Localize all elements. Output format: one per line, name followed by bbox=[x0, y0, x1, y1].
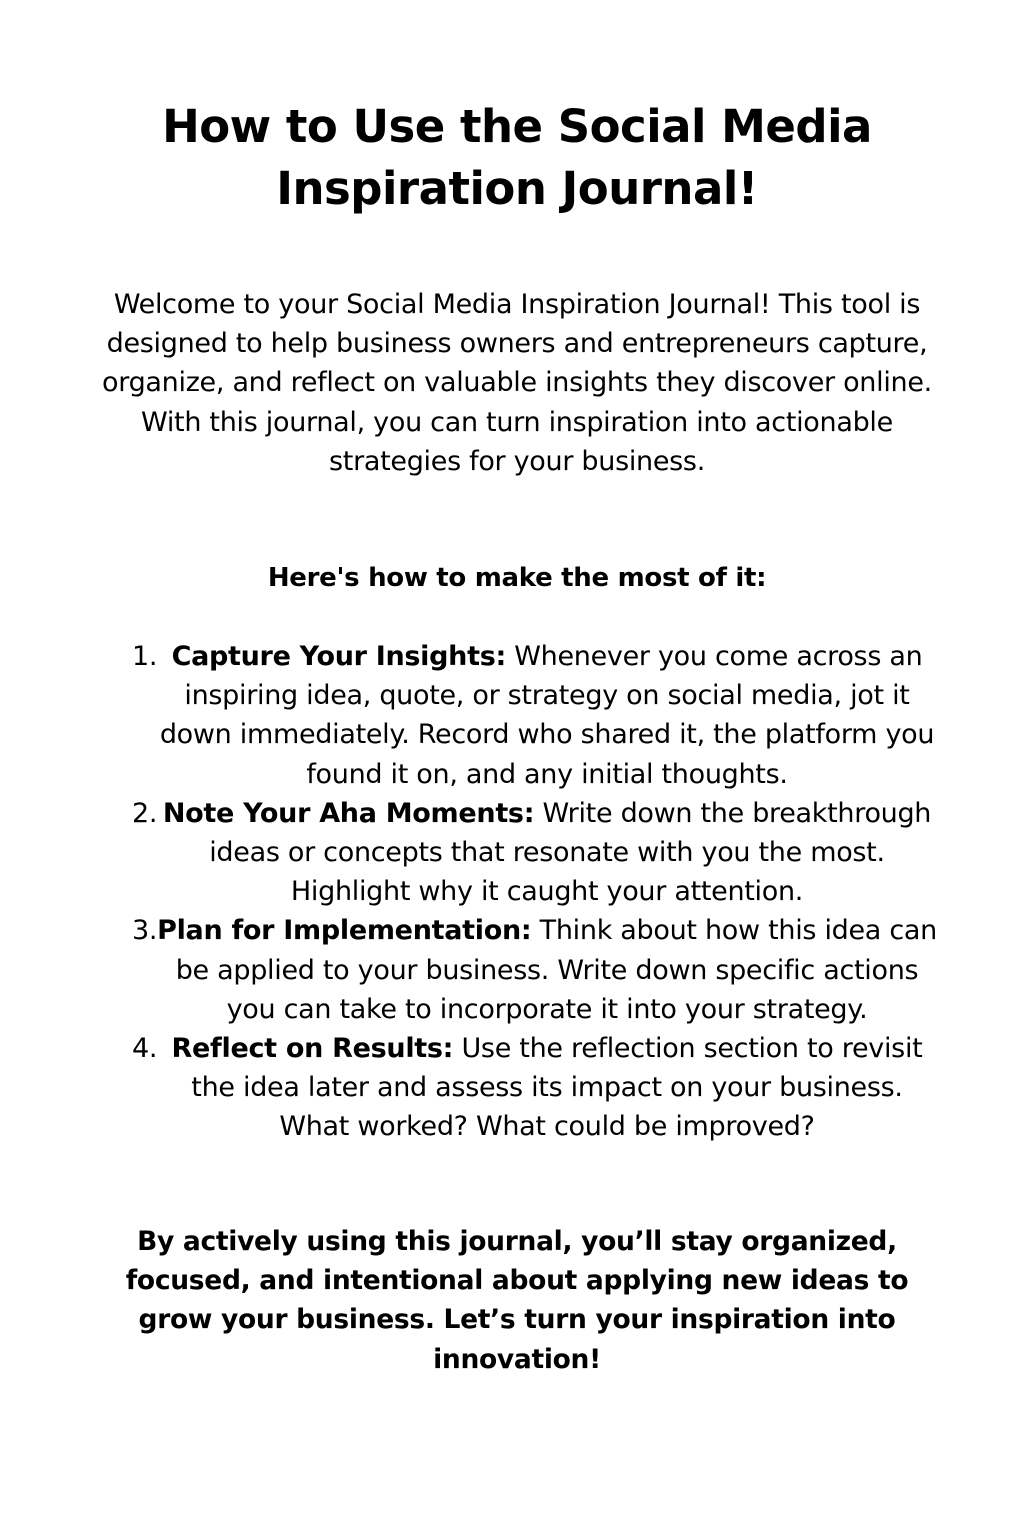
step-number: 4. bbox=[132, 1033, 158, 1065]
step-text: Write down the breakthrough ideas or concepts that resonate with you the most. Highlight why it caught your attention. bbox=[209, 797, 932, 908]
step-item-capture-insights bbox=[96, 637, 938, 794]
step-item-reflect-results bbox=[96, 1029, 938, 1147]
closing-paragraph: By actively using this journal, you’ll stay organized, focused, and intentional about applying new ideas to grow your business. Let’s turn your inspiration into innovation! bbox=[125, 1226, 909, 1375]
step-item-plan-implementation bbox=[96, 911, 938, 1029]
step-title: Capture Your Insights: bbox=[171, 641, 506, 672]
step-text: Use the reflection section to revisit the idea later and assess its impact on your business. What worked? What could be improved? bbox=[191, 1033, 923, 1143]
step-number: 3. bbox=[132, 915, 158, 947]
steps-heading: Here's how to make the most of it: bbox=[267, 563, 767, 593]
step-title: Reflect on Results: bbox=[171, 1033, 454, 1065]
step-title: Note Your Aha Moments: bbox=[162, 797, 535, 829]
step-title: Plan for Implementation: bbox=[157, 915, 532, 947]
step-item-aha-moments bbox=[96, 794, 938, 912]
page-title: How to Use the Social Media Inspiration Journal! bbox=[162, 100, 872, 215]
intro-paragraph: Welcome to your Social Media Inspiration Journal! This tool is designed to help business owners and entrepreneurs capture, organize, and reflect on valuable insights they discover online. With this journal, you can turn inspiration into actionable strategies for your business. bbox=[102, 289, 932, 477]
step-text: Whenever you come across an inspiring idea, quote, or strategy on social media, jot it down immediately. Record who shared it, the platform you found it on, and any initial thoughts. bbox=[159, 641, 935, 790]
step-number: 1. bbox=[132, 641, 158, 672]
steps-list bbox=[96, 637, 938, 1147]
step-text: Think about how this idea can be applied to your business. Write down specific actions you can take to incorporate it into your strategy. bbox=[175, 915, 937, 1025]
step-number: 2. bbox=[132, 797, 158, 829]
